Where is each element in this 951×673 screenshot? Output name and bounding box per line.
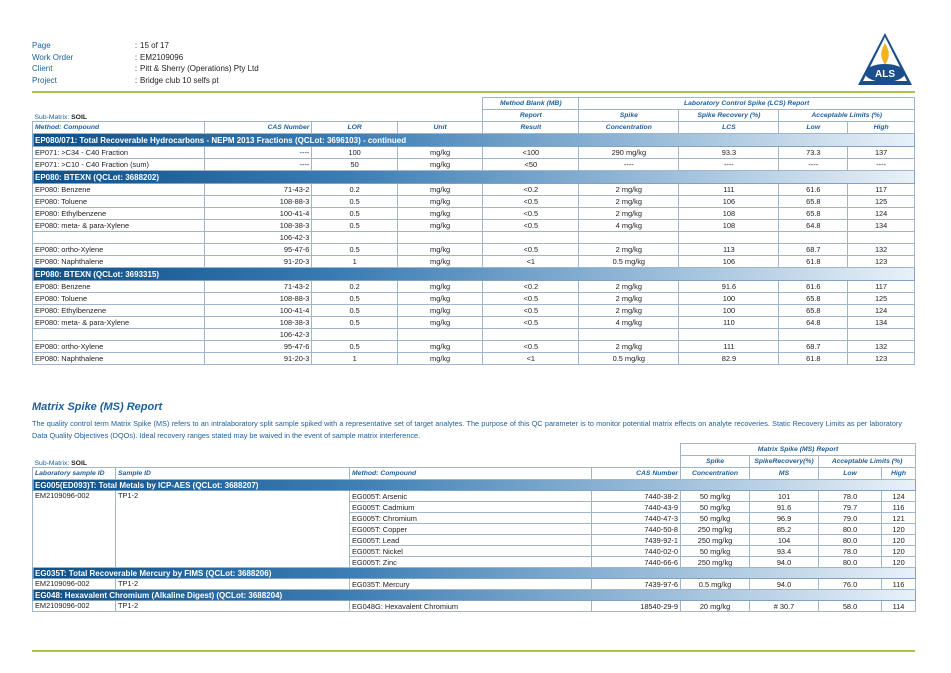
table-row (33, 353, 915, 365)
table-cell: mg/kg (397, 293, 483, 305)
header-label: Project (32, 75, 57, 85)
section-header (33, 590, 916, 601)
table-cell: 80.0 (819, 524, 882, 535)
table-cell (312, 232, 397, 244)
table-cell: 7440-38-2 (592, 491, 681, 502)
table-cell: <100 (483, 147, 579, 159)
header-value: EM2109096 (140, 52, 184, 62)
table-cell: EG005T: Copper (350, 524, 592, 535)
table-cell: 65.8 (779, 293, 848, 305)
table-cell: 7440-66-6 (592, 557, 681, 568)
table-cell: 116 (882, 579, 916, 590)
table-cell: 108-38-3 (205, 317, 312, 329)
table-cell: 0.5 (312, 293, 397, 305)
table-cell (579, 329, 679, 341)
col-cas: CAS Number (205, 122, 312, 134)
ms-col-header: Low (819, 468, 882, 480)
table-cell (579, 232, 679, 244)
table-cell: EP080: ortho-Xylene (33, 341, 205, 353)
table-cell: 250 mg/kg (681, 535, 750, 546)
header-label: Client (32, 64, 53, 73)
spike-recovery-header: Spike Recovery (%) (679, 110, 779, 122)
table-cell: 100 (679, 305, 779, 317)
ms-col-header: CAS Number (592, 468, 681, 480)
table-cell: 0.5 (312, 305, 397, 317)
table-cell: <0.2 (483, 281, 579, 293)
lcs-submatrix: Sub-Matrix: SOIL (34, 114, 88, 121)
table-cell: 2 mg/kg (579, 293, 679, 305)
table-cell: mg/kg (397, 220, 483, 232)
section-header (33, 480, 916, 491)
table-row (33, 329, 915, 341)
ms-col-header: Method: Compound (350, 468, 592, 480)
table-cell: <0.2 (483, 184, 579, 196)
table-cell: 120 (882, 546, 916, 557)
table-cell: 91.6 (679, 281, 779, 293)
table-cell: 7439-92-1 (592, 535, 681, 546)
table-row (33, 147, 915, 159)
report-header (32, 40, 259, 86)
section-title: EP080: BTEXN (QCLot: 3688202) (33, 171, 915, 184)
col-result: Result (483, 122, 579, 134)
header-row: Page : 15 of 17 (32, 41, 169, 50)
table-row (33, 159, 915, 171)
table-cell: 0.5 (312, 317, 397, 329)
table-cell: 93.3 (679, 147, 779, 159)
divider-top (32, 91, 915, 93)
table-cell: 71-43-2 (205, 281, 312, 293)
table-cell: mg/kg (397, 305, 483, 317)
table-cell: 108-38-3 (205, 220, 312, 232)
ms-limits-header: Acceptable Limits (%) (819, 456, 916, 468)
table-cell: EP080: Naphthalene (33, 353, 205, 365)
table-cell: 7440-47-3 (592, 513, 681, 524)
table-cell: <0.5 (483, 220, 579, 232)
ms-col-header: MS (750, 468, 819, 480)
ms-header: Matrix Spike (MS) Report (681, 444, 916, 456)
table-cell: 80.0 (819, 535, 882, 546)
divider-bottom (32, 650, 915, 652)
table-cell: 106 (679, 256, 779, 268)
table-cell: EG005T: Chromium (350, 513, 592, 524)
ms-col-header: Sample ID (116, 468, 350, 480)
table-cell: 1 (312, 353, 397, 365)
table-row (33, 305, 915, 317)
table-cell: 101 (750, 491, 819, 502)
ms-spike-header: Spike (681, 456, 750, 468)
table-cell: 0.5 (312, 220, 397, 232)
table-cell: 104 (750, 535, 819, 546)
header-value: 15 of 17 (140, 41, 169, 50)
table-cell: 121 (882, 513, 916, 524)
table-cell: 50 mg/kg (681, 502, 750, 513)
table-cell: 61.8 (779, 256, 848, 268)
table-cell (397, 329, 483, 341)
table-cell: EG035T: Mercury (350, 579, 592, 590)
col-unit: Unit (397, 122, 483, 134)
table-cell: 7440-02-0 (592, 546, 681, 557)
table-cell: 79.7 (819, 502, 882, 513)
table-cell: 114 (882, 601, 916, 612)
lcs-header: Laboratory Control Spike (LCS) Report (579, 98, 915, 110)
table-cell: 20 mg/kg (681, 601, 750, 612)
table-cell: 7440-50-8 (592, 524, 681, 535)
table-cell: 0.5 mg/kg (681, 579, 750, 590)
table-row (33, 491, 916, 502)
table-cell: # 30.7 (750, 601, 819, 612)
ms-submatrix: Sub-Matrix: SOIL (34, 460, 88, 467)
table-cell: 123 (848, 353, 915, 365)
table-cell: 132 (848, 341, 915, 353)
header-value: Bridge club 10 selfs pt (140, 75, 219, 85)
table-cell: 132 (848, 244, 915, 256)
table-row (33, 220, 915, 232)
table-cell: EP080: Toluene (33, 196, 205, 208)
table-cell: 106-42-3 (205, 329, 312, 341)
col-concentration: Concentration (579, 122, 679, 134)
table-cell: 120 (882, 535, 916, 546)
sample-id: TP1-2 (116, 579, 350, 590)
table-row (33, 196, 915, 208)
table-cell: 91.6 (750, 502, 819, 513)
table-cell: 108-88-3 (205, 293, 312, 305)
table-cell: <0.5 (483, 293, 579, 305)
lab-sample-id: EM2109096-002 (33, 579, 116, 590)
table-cell: 64.8 (779, 317, 848, 329)
table-cell: 2 mg/kg (579, 184, 679, 196)
section-title: EG048: Hexavalent Chromium (Alkaline Digest) (QCLot: 3688204) (33, 590, 916, 601)
ms-col-header: Laboratory sample ID (33, 468, 116, 480)
table-cell: <1 (483, 353, 579, 365)
header-label: Work Order (32, 52, 74, 62)
table-cell: 61.8 (779, 353, 848, 365)
table-cell (848, 329, 915, 341)
ms-table (32, 443, 916, 612)
table-cell: 71-43-2 (205, 184, 312, 196)
table-cell: 80.0 (819, 557, 882, 568)
table-cell: 91-20-3 (205, 256, 312, 268)
table-cell: 100 (312, 147, 397, 159)
table-row (33, 184, 915, 196)
table-cell: 0.2 (312, 281, 397, 293)
table-cell: <50 (483, 159, 579, 171)
table-cell: 124 (848, 305, 915, 317)
table-row (33, 579, 916, 590)
table-cell: 73.3 (779, 147, 848, 159)
table-cell: EG048G: Hexavalent Chromium (350, 601, 592, 612)
table-cell: 2 mg/kg (579, 341, 679, 353)
table-cell: 1 (312, 256, 397, 268)
table-cell: mg/kg (397, 147, 483, 159)
mb-sub: Report (483, 110, 579, 122)
ms-description: The quality control term Matrix Spike (MS) refers to an intralaboratory split sample spiked with a representative set of target analytes. The purpose of this QC parameter is to monitor potential matrix effects on analyte recoveries. Static Recovery Limits as per laboratory Data Quality Objectives (DQOs). Ideal recovery ranges stated may be waived in the event of sample matrix interference. (32, 419, 902, 440)
table-cell: <0.5 (483, 317, 579, 329)
ms-col-header: High (882, 468, 916, 480)
table-cell (397, 232, 483, 244)
section-header (33, 268, 915, 281)
mb-header: Method Blank (MB) (483, 98, 579, 110)
table-cell: 78.0 (819, 491, 882, 502)
table-cell: 68.7 (779, 244, 848, 256)
col-method: Method: Compound (33, 122, 205, 134)
table-cell: mg/kg (397, 341, 483, 353)
table-cell (679, 329, 779, 341)
section-title: EG035T: Total Recoverable Mercury by FIMS (QCLot: 3688206) (33, 568, 916, 579)
table-cell: ---- (579, 159, 679, 171)
table-row (33, 317, 915, 329)
table-cell: 0.5 mg/kg (579, 256, 679, 268)
table-cell: 116 (882, 502, 916, 513)
section-title: EP080/071: Total Recoverable Hydrocarbons - NEPM 2013 Fractions (QCLot: 3696103) - continued (33, 134, 915, 147)
table-cell: ---- (679, 159, 779, 171)
table-cell: 2 mg/kg (579, 305, 679, 317)
table-cell: ---- (848, 159, 915, 171)
table-cell: 108 (679, 208, 779, 220)
table-cell: 68.7 (779, 341, 848, 353)
table-cell: 110 (679, 317, 779, 329)
lab-sample-id: EM2109096-002 (33, 601, 116, 612)
table-row (33, 232, 915, 244)
table-cell: EP080: Naphthalene (33, 256, 205, 268)
table-cell: 94.0 (750, 557, 819, 568)
table-cell: 65.8 (779, 208, 848, 220)
table-cell: 58.0 (819, 601, 882, 612)
table-cell: 108-88-3 (205, 196, 312, 208)
table-cell: EG005T: Lead (350, 535, 592, 546)
header-row: Work Order : EM2109096 (32, 52, 184, 62)
table-cell: 61.6 (779, 184, 848, 196)
table-cell: 85.2 (750, 524, 819, 535)
table-cell: 7440-43-9 (592, 502, 681, 513)
ms-spike-recovery-header: SpikeRecovery(%) (750, 456, 819, 468)
table-cell: EP080: Benzene (33, 281, 205, 293)
table-cell: 100 (679, 293, 779, 305)
header-value: Pitt & Sherry (Operations) Pty Ltd (140, 64, 259, 73)
table-cell: 0.5 (312, 208, 397, 220)
table-cell: ---- (205, 147, 312, 159)
table-cell: 250 mg/kg (681, 524, 750, 535)
table-cell: <0.5 (483, 208, 579, 220)
table-cell: 96.9 (750, 513, 819, 524)
table-cell: <0.5 (483, 244, 579, 256)
ms-column-headers (33, 468, 916, 480)
table-cell: 134 (848, 220, 915, 232)
table-cell: 125 (848, 293, 915, 305)
table-cell: 120 (882, 557, 916, 568)
table-cell: EP080: meta- & para-Xylene (33, 317, 205, 329)
table-cell: 61.6 (779, 281, 848, 293)
table-cell (779, 329, 848, 341)
table-cell: 124 (882, 491, 916, 502)
table-cell: <0.5 (483, 196, 579, 208)
table-cell (483, 329, 579, 341)
lcs-table (32, 97, 915, 365)
table-cell: 290 mg/kg (579, 147, 679, 159)
table-cell: 106-42-3 (205, 232, 312, 244)
table-cell: 50 mg/kg (681, 491, 750, 502)
table-row (33, 601, 916, 612)
table-cell: 0.2 (312, 184, 397, 196)
table-row (33, 341, 915, 353)
table-cell (33, 232, 205, 244)
table-cell: 82.9 (679, 353, 779, 365)
table-cell: mg/kg (397, 353, 483, 365)
table-cell: EP071: >C34 - C40 Fraction (33, 147, 205, 159)
table-cell: <0.5 (483, 341, 579, 353)
table-cell: EP080: Toluene (33, 293, 205, 305)
table-cell: EP080: Benzene (33, 184, 205, 196)
sample-id: TP1-2 (116, 601, 350, 612)
table-cell: 50 (312, 159, 397, 171)
sample-id: TP1-2 (116, 491, 350, 568)
table-cell: 93.4 (750, 546, 819, 557)
col-low: Low (779, 122, 848, 134)
table-row (33, 208, 915, 220)
table-row (33, 256, 915, 268)
header-label: Page (32, 41, 51, 50)
table-cell: 78.0 (819, 546, 882, 557)
table-cell: 94.0 (750, 579, 819, 590)
table-cell: 124 (848, 208, 915, 220)
ms-col-header: Concentration (681, 468, 750, 480)
table-cell: 0.5 mg/kg (579, 353, 679, 365)
table-cell: mg/kg (397, 244, 483, 256)
table-cell: 125 (848, 196, 915, 208)
table-cell: mg/kg (397, 208, 483, 220)
table-cell: EP080: ortho-Xylene (33, 244, 205, 256)
table-cell: EP071: >C10 - C40 Fraction (sum) (33, 159, 205, 171)
table-cell (679, 232, 779, 244)
table-cell: 111 (679, 341, 779, 353)
table-cell: EP080: meta- & para-Xylene (33, 220, 205, 232)
col-high: High (848, 122, 915, 134)
table-cell: 2 mg/kg (579, 208, 679, 220)
table-cell: 79.0 (819, 513, 882, 524)
table-cell (779, 232, 848, 244)
table-cell: 2 mg/kg (579, 196, 679, 208)
table-cell: 108 (679, 220, 779, 232)
table-cell: 2 mg/kg (579, 244, 679, 256)
header-row: Client : Pitt & Sherry (Operations) Pty Ltd (32, 64, 259, 73)
table-cell: 7439-97-6 (592, 579, 681, 590)
table-cell: EG005T: Arsenic (350, 491, 592, 502)
table-cell: 95-47-6 (205, 341, 312, 353)
table-cell: ---- (205, 159, 312, 171)
table-cell: 0.5 (312, 244, 397, 256)
section-title: EG005(ED093)T: Total Metals by ICP-AES (QCLot: 3688207) (33, 480, 916, 491)
table-cell: EP080: Ethylbenzene (33, 208, 205, 220)
table-cell: ---- (779, 159, 848, 171)
limits-header: Acceptable Limits (%) (779, 110, 915, 122)
table-cell (33, 329, 205, 341)
table-cell: 76.0 (819, 579, 882, 590)
table-cell (312, 329, 397, 341)
table-cell: 111 (679, 184, 779, 196)
table-cell: 137 (848, 147, 915, 159)
table-cell: <1 (483, 256, 579, 268)
table-cell: 65.8 (779, 196, 848, 208)
table-cell: mg/kg (397, 281, 483, 293)
table-row (33, 244, 915, 256)
table-cell: 91-20-3 (205, 353, 312, 365)
header-row: Project : Bridge club 10 selfs pt (32, 75, 219, 85)
section-header (33, 134, 915, 147)
table-cell: 18540-29-9 (592, 601, 681, 612)
table-cell: 65.8 (779, 305, 848, 317)
table-cell (483, 232, 579, 244)
table-cell: 123 (848, 256, 915, 268)
table-cell: mg/kg (397, 196, 483, 208)
table-cell: 0.5 (312, 341, 397, 353)
table-cell: EG005T: Nickel (350, 546, 592, 557)
table-cell: mg/kg (397, 317, 483, 329)
table-cell (848, 232, 915, 244)
table-cell: EG005T: Zinc (350, 557, 592, 568)
table-row (33, 293, 915, 305)
table-cell: 100-41-4 (205, 208, 312, 220)
table-cell: 2 mg/kg (579, 281, 679, 293)
section-header (33, 171, 915, 184)
table-cell: 113 (679, 244, 779, 256)
logo-text: ALS (875, 69, 895, 80)
table-row (33, 281, 915, 293)
col-lcs: LCS (679, 122, 779, 134)
spike-header: Spike (579, 110, 679, 122)
table-cell: 120 (882, 524, 916, 535)
ms-title: Matrix Spike (MS) Report (32, 401, 163, 413)
table-cell: 106 (679, 196, 779, 208)
table-cell: mg/kg (397, 184, 483, 196)
table-cell: mg/kg (397, 159, 483, 171)
table-cell: 50 mg/kg (681, 513, 750, 524)
table-cell: <0.5 (483, 305, 579, 317)
table-cell: EG005T: Cadmium (350, 502, 592, 513)
table-cell: 95-47-6 (205, 244, 312, 256)
section-title: EP080: BTEXN (QCLot: 3693315) (33, 268, 915, 281)
table-cell: 117 (848, 281, 915, 293)
table-cell: 64.8 (779, 220, 848, 232)
table-cell: 4 mg/kg (579, 220, 679, 232)
table-cell: 4 mg/kg (579, 317, 679, 329)
section-header (33, 568, 916, 579)
col-lor: LOR (312, 122, 397, 134)
table-cell: 117 (848, 184, 915, 196)
table-cell: 0.5 (312, 196, 397, 208)
table-cell: EP080: Ethylbenzene (33, 305, 205, 317)
als-logo (855, 31, 915, 87)
table-cell: 250 mg/kg (681, 557, 750, 568)
table-cell: mg/kg (397, 256, 483, 268)
table-cell: 134 (848, 317, 915, 329)
table-cell: 100-41-4 (205, 305, 312, 317)
lab-sample-id: EM2109096-002 (33, 491, 116, 568)
table-cell: 50 mg/kg (681, 546, 750, 557)
